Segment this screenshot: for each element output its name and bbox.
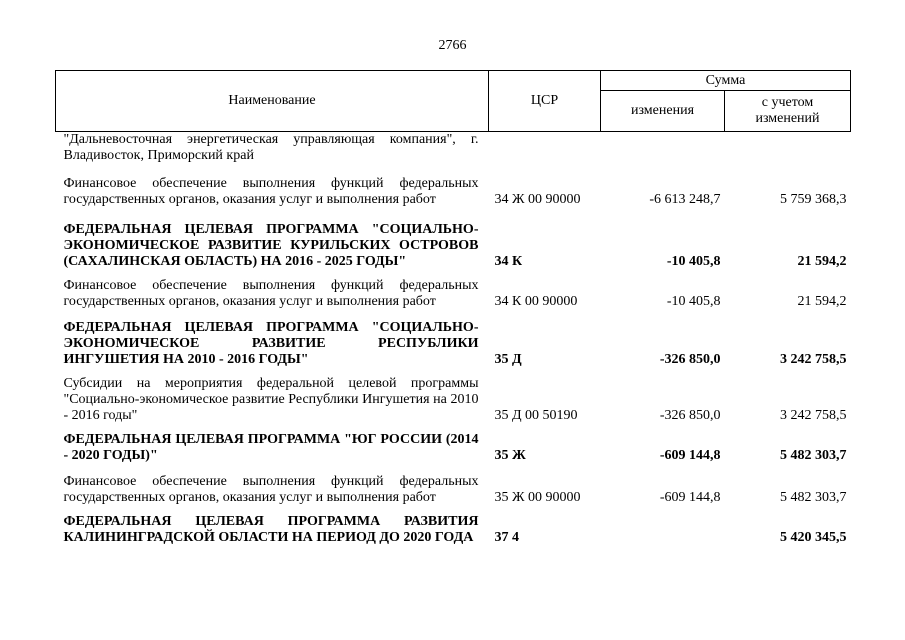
row-change-cell: -10 405,8 [666,254,721,269]
table-row [56,176,851,208]
row-csr-cell [489,132,601,165]
header-csr: ЦСР [489,71,601,132]
row-change-cell: -6 613 248,7 [649,192,721,207]
row-name-cell: ФЕДЕРАЛЬНАЯ ЦЕЛЕВАЯ ПРОГРАММА "ЮГ РОССИИ (2014 - 2020 ГОДЫ)" [63,432,479,463]
table-row [56,278,851,310]
row-spacer-cell [56,310,851,320]
row-name-cell: ФЕДЕРАЛЬНАЯ ЦЕЛЕВАЯ ПРОГРАММА "СОЦИАЛЬНО-ЭКОНОМИЧЕСКОЕ РАЗВИТИЕ КУРИЛЬСКИХ ОСТРОВОВ (САХАЛИНСКАЯ ОБЛАСТЬ) НА 2016 - 2025 ГОДЫ" [63,222,479,269]
row-total-cell: 5 759 368,3 [780,192,847,207]
row-spacer [56,464,851,474]
table-body [56,132,851,547]
row-spacer [56,368,851,376]
row-csr-cell: 34 Ж 00 90000 [494,192,581,207]
row-csr-cell: 35 Д 00 50190 [494,408,578,423]
budget-table [55,70,851,546]
row-change-cell [601,132,725,165]
row-spacer-cell [56,164,851,176]
row-csr-cell: 35 Ж [494,448,526,463]
header-sum: Сумма [601,71,851,91]
row-spacer [56,270,851,278]
row-spacer-cell [56,208,851,222]
row-spacer-cell [56,464,851,474]
row-name-cell: ФЕДЕРАЛЬНАЯ ЦЕЛЕВАЯ ПРОГРАММА "СОЦИАЛЬНО-ЭКОНОМИЧЕСКОЕ РАЗВИТИЕ РЕСПУБЛИКИ ИНГУШЕТИЯ НА 2010 - 2016 ГОДЫ" [63,320,479,367]
row-name-cell: "Дальневосточная энергетическая управляющая компания", г. Владивосток, Приморский край [63,132,479,163]
row-name-cell: Финансовое обеспечение выполнения функций федеральных государственных органов, оказания услуг и выполнения работ [63,474,479,505]
row-total-cell: 21 594,2 [797,294,847,309]
row-total-cell: 5 482 303,7 [780,490,847,505]
row-name-cell: ФЕДЕРАЛЬНАЯ ЦЕЛЕВАЯ ПРОГРАММА РАЗВИТИЯ КАЛИНИНГРАДСКОЙ ОБЛАСТИ НА ПЕРИОД ДО 2020 ГОДА [63,514,479,545]
row-spacer-cell [56,270,851,278]
row-spacer-cell [56,506,851,514]
program-row [56,222,851,270]
row-csr-cell: 35 Д [494,352,522,367]
row-name-cell: Финансовое обеспечение выполнения функций федеральных государственных органов, оказания услуг и выполнения работ [63,278,479,309]
row-spacer [56,506,851,514]
header-change: изменения [601,91,725,132]
table-row [56,376,851,424]
row-total-cell [725,132,851,165]
row-csr-cell: 34 К [494,254,523,269]
row-spacer-cell [56,424,851,432]
row-spacer [56,310,851,320]
row-total-cell: 3 242 758,5 [780,408,847,423]
table-row [56,474,851,506]
row-csr-cell: 35 Ж 00 90000 [494,490,581,505]
row-change-cell: -326 850,0 [659,408,721,423]
page-number: 2766 [438,38,467,53]
program-row [56,432,851,464]
row-spacer [56,208,851,222]
row-change-cell [601,514,725,546]
row-total-cell: 5 420 345,5 [780,530,847,545]
row-name-cell: Финансовое обеспечение выполнения функций федеральных государственных органов, оказания услуг и выполнения работ [63,176,479,207]
row-change-cell: -609 144,8 [659,490,721,505]
row-csr-cell: 34 К 00 90000 [494,294,578,309]
header-total: с учетом изменений [725,91,851,132]
row-name-cell: Субсидии на мероприятия федеральной целевой программы "Социально-экономическое развитие Республики Ингушетия на 2010 - 2016 годы" [63,376,479,423]
row-csr-cell: 37 4 [494,530,519,545]
program-row [56,514,851,546]
row-spacer [56,164,851,176]
row-spacer-cell [56,368,851,376]
row-total-cell: 3 242 758,5 [780,352,847,367]
table-header [56,71,851,132]
program-row [56,320,851,368]
row-change-cell: -326 850,0 [659,352,721,367]
row-total-cell: 5 482 303,7 [780,448,847,463]
row-change-cell: -609 144,8 [659,448,721,463]
row-spacer [56,424,851,432]
header-name: Наименование [56,71,489,132]
table-row [56,132,851,165]
row-total-cell: 21 594,2 [797,254,847,269]
row-change-cell: -10 405,8 [666,294,721,309]
